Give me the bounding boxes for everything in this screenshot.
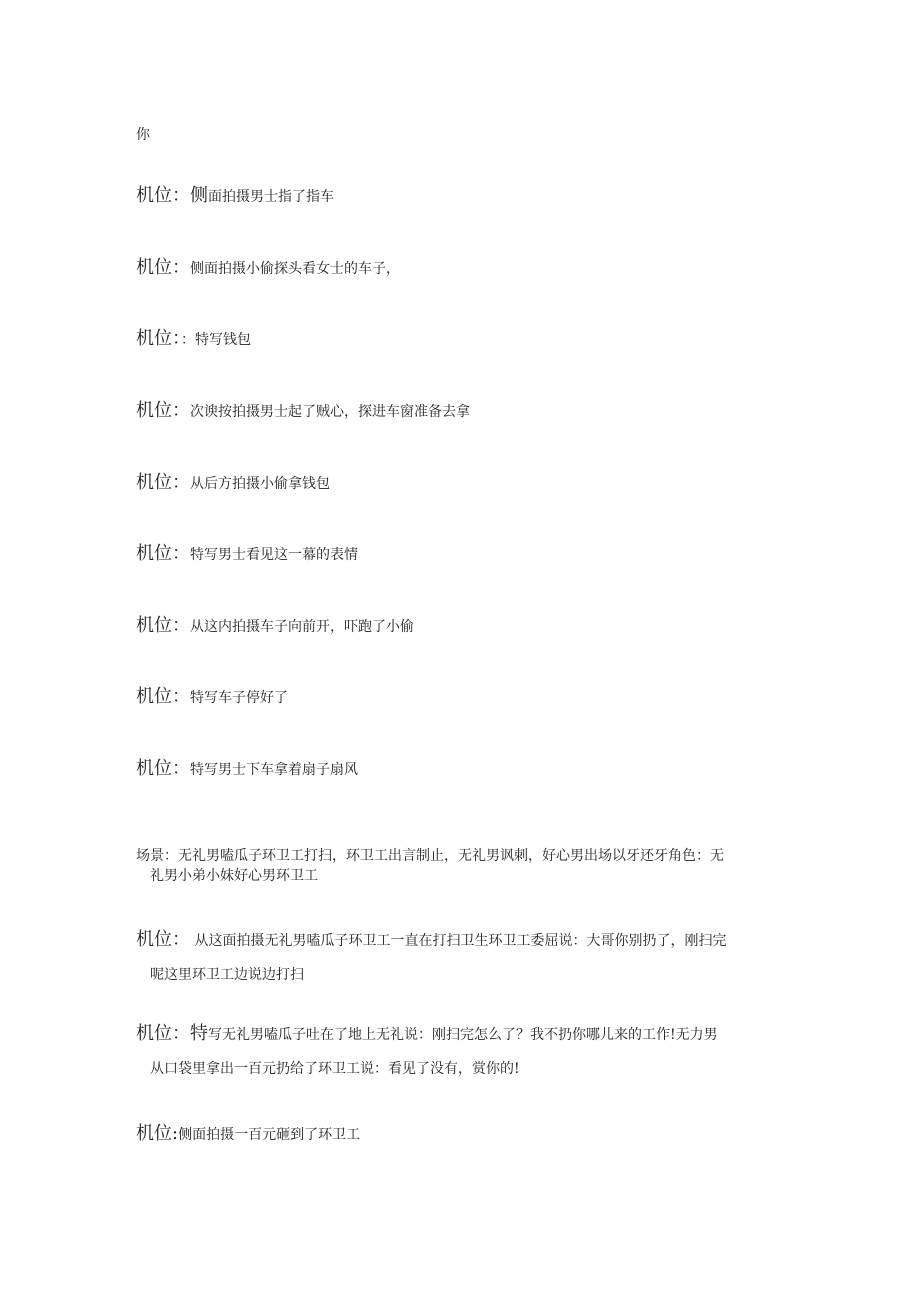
shot-line-c xyxy=(136,1124,360,1145)
shot-label: 机位： xyxy=(136,328,181,349)
shot-text: ：特写钱包 xyxy=(181,332,251,348)
shot-text: 从这内拍摄车子向前开，吓跑了小偷 xyxy=(190,619,414,635)
scene-paragraph xyxy=(136,846,786,886)
scene-line-2: 礼男小弟小妹好心男环卫工 xyxy=(150,868,318,884)
shot-line-6 xyxy=(136,544,358,565)
shot-b-line-2: 从口袋里拿出一百元扔给了环卫工说：看见了没有，赏你的! xyxy=(150,1061,520,1077)
shot-label: 机位： xyxy=(136,472,190,493)
shot-label: 机位： xyxy=(136,1023,190,1044)
shot-label: 机位： xyxy=(136,543,190,564)
shot-c-text: 侧面拍摄一百元砸到了环卫工 xyxy=(178,1127,361,1143)
shot-paragraph-a xyxy=(136,930,786,985)
shot-label: 机位： xyxy=(136,929,190,950)
shot-line-2 xyxy=(136,258,400,279)
shot-label: 机位： xyxy=(136,400,190,421)
shot-text: 特写车子停好了 xyxy=(190,690,288,706)
shot-label: 机位： xyxy=(136,686,190,707)
shot-a-line-2: 呢这里环卫工边说边打扫 xyxy=(150,967,304,983)
shot-line-5 xyxy=(136,473,330,494)
shot-b-big: 特 xyxy=(190,1023,208,1044)
shot-text: 从后方拍摄小偷拿钱包 xyxy=(190,476,330,492)
shot-line-9 xyxy=(136,759,358,780)
shot-text: 特写男士下车拿着扇子扇风 xyxy=(190,762,358,778)
shot-b-line-1 xyxy=(136,1024,786,1045)
shot-a-text: 从这面拍摄无礼男嗑瓜子环卫工一直在打扫卫生环卫工委屈说：大哥你别扔了，刚扫完 xyxy=(190,933,727,949)
shot-label: 机位： xyxy=(136,185,190,206)
shot-line-8 xyxy=(136,687,288,708)
shot-text: 面拍摄男士指了指车 xyxy=(208,189,334,205)
shot-c-label: 机位: xyxy=(136,1123,179,1144)
shot-line-1 xyxy=(136,186,334,207)
shot-line-7 xyxy=(136,616,414,637)
shot-text: 特写男士看见这一幕的表情 xyxy=(190,547,358,563)
shot-text: 次谀按拍摄男士起了贼心，探进车窗准备去拿 xyxy=(190,404,470,420)
shot-text: 侧面拍摄小偷探头看女士的车子， xyxy=(190,261,400,277)
top-text: 你 xyxy=(136,127,150,143)
shot-label: 机位： xyxy=(136,257,190,278)
shot-label: 机位： xyxy=(136,758,190,779)
shot-a-line-1 xyxy=(136,930,786,951)
shot-line-4 xyxy=(136,401,470,422)
shot-paragraph-b xyxy=(136,1024,786,1079)
shot-line-3 xyxy=(136,329,251,350)
shot-b-text: 写无礼男嗑瓜子吐在了地上无礼说：刚扫完怎么了？我不扔你哪儿来的工作!无力男 xyxy=(208,1027,718,1043)
scene-line-1: 场景：无礼男嗑瓜子环卫工打扫，环卫工出言制止，无礼男讽刺，好心男出场以牙还牙角色：无 xyxy=(136,848,724,864)
shot-label: 机位： xyxy=(136,615,190,636)
shot-text-big: 侧 xyxy=(190,185,208,206)
